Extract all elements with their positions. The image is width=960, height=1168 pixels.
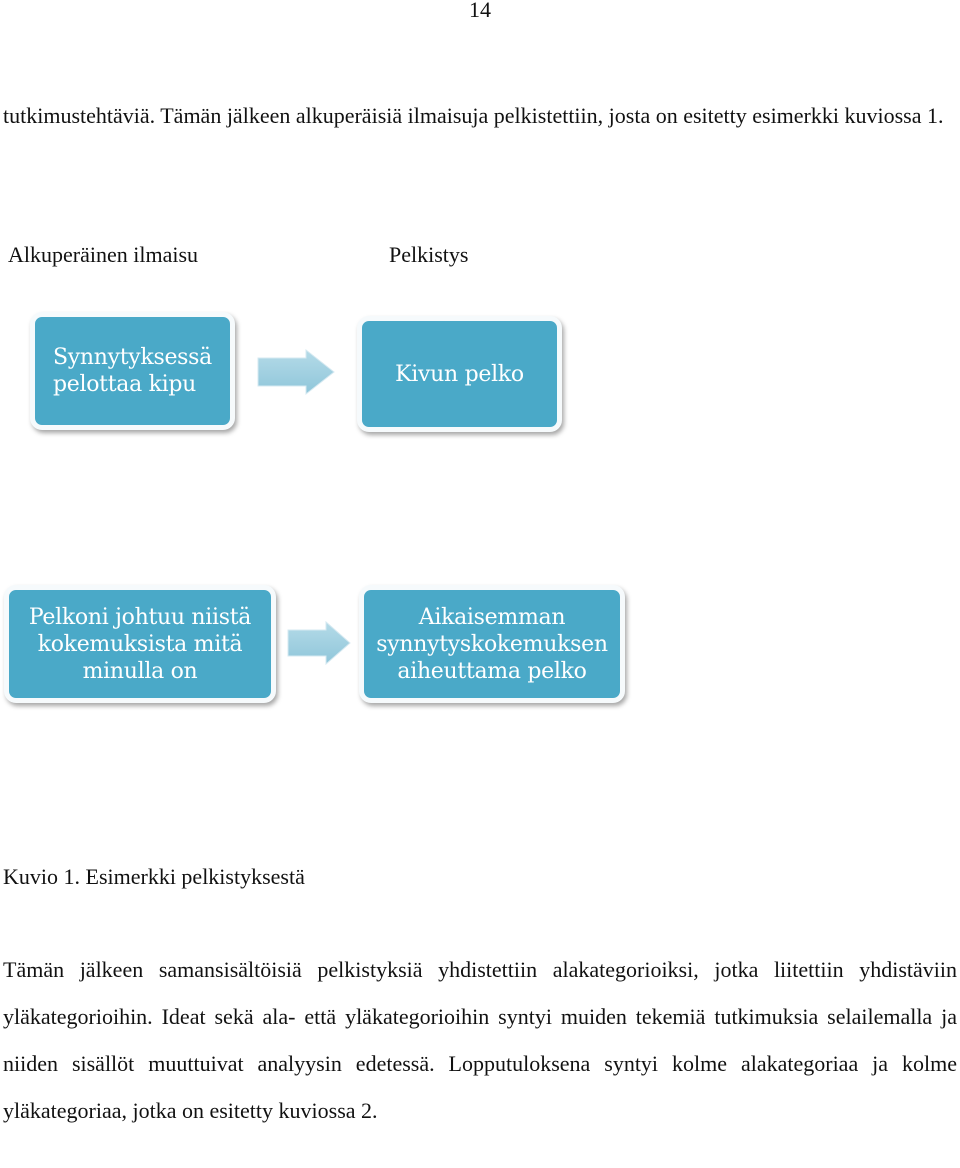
original-expression-text-1: Synnytyksessä pelottaa kipu [53, 345, 212, 397]
figure-caption: Kuvio 1. Esimerkki pelkistyksestä [3, 864, 305, 889]
original-expression-box-2 [4, 585, 276, 703]
reduced-expression-text-2: Aikaisemman synnytyskokemuksen aiheuttama pelko [376, 604, 608, 684]
original-expression-text-2: Pelkoni johtuu niistä kokemuksista mitä minulla on [28, 604, 252, 684]
arrow-right-icon [256, 348, 336, 396]
column-label-original: Alkuperäinen ilmaisu [8, 242, 199, 267]
original-expression-box-1 [30, 312, 235, 430]
reduced-expression-box-2 [359, 585, 625, 703]
column-label-reduced: Pelkistys [389, 242, 469, 267]
reduced-expression-box-1 [357, 316, 562, 432]
arrow-right-icon [286, 620, 352, 666]
reduced-expression-text-1: Kivun pelko [395, 361, 524, 387]
body-paragraph: Tämän jälkeen samansisältöisiä pelkistyksiä yhdistettiin alakategorioiksi, jotka liitettiin yhdistäviin yläkategorioihin. Ideat sekä ala- että yläkategorioihin syntyi muiden tekemiä tutkimuksia selailemalla ja niiden sisällöt muuttuivat analyysin edetessä. Lopputuloksena syntyi kolme alakategoriaa ja kolme yläkategoriaa, jotka on esitetty kuviossa 2. [3, 957, 957, 1123]
intro-paragraph: tutkimustehtäviä. Tämän jälkeen alkuperäisiä ilmaisuja pelkistettiin, josta on esitetty esimerkki kuviossa 1. [3, 103, 944, 128]
page-number: 14 [469, 0, 491, 22]
